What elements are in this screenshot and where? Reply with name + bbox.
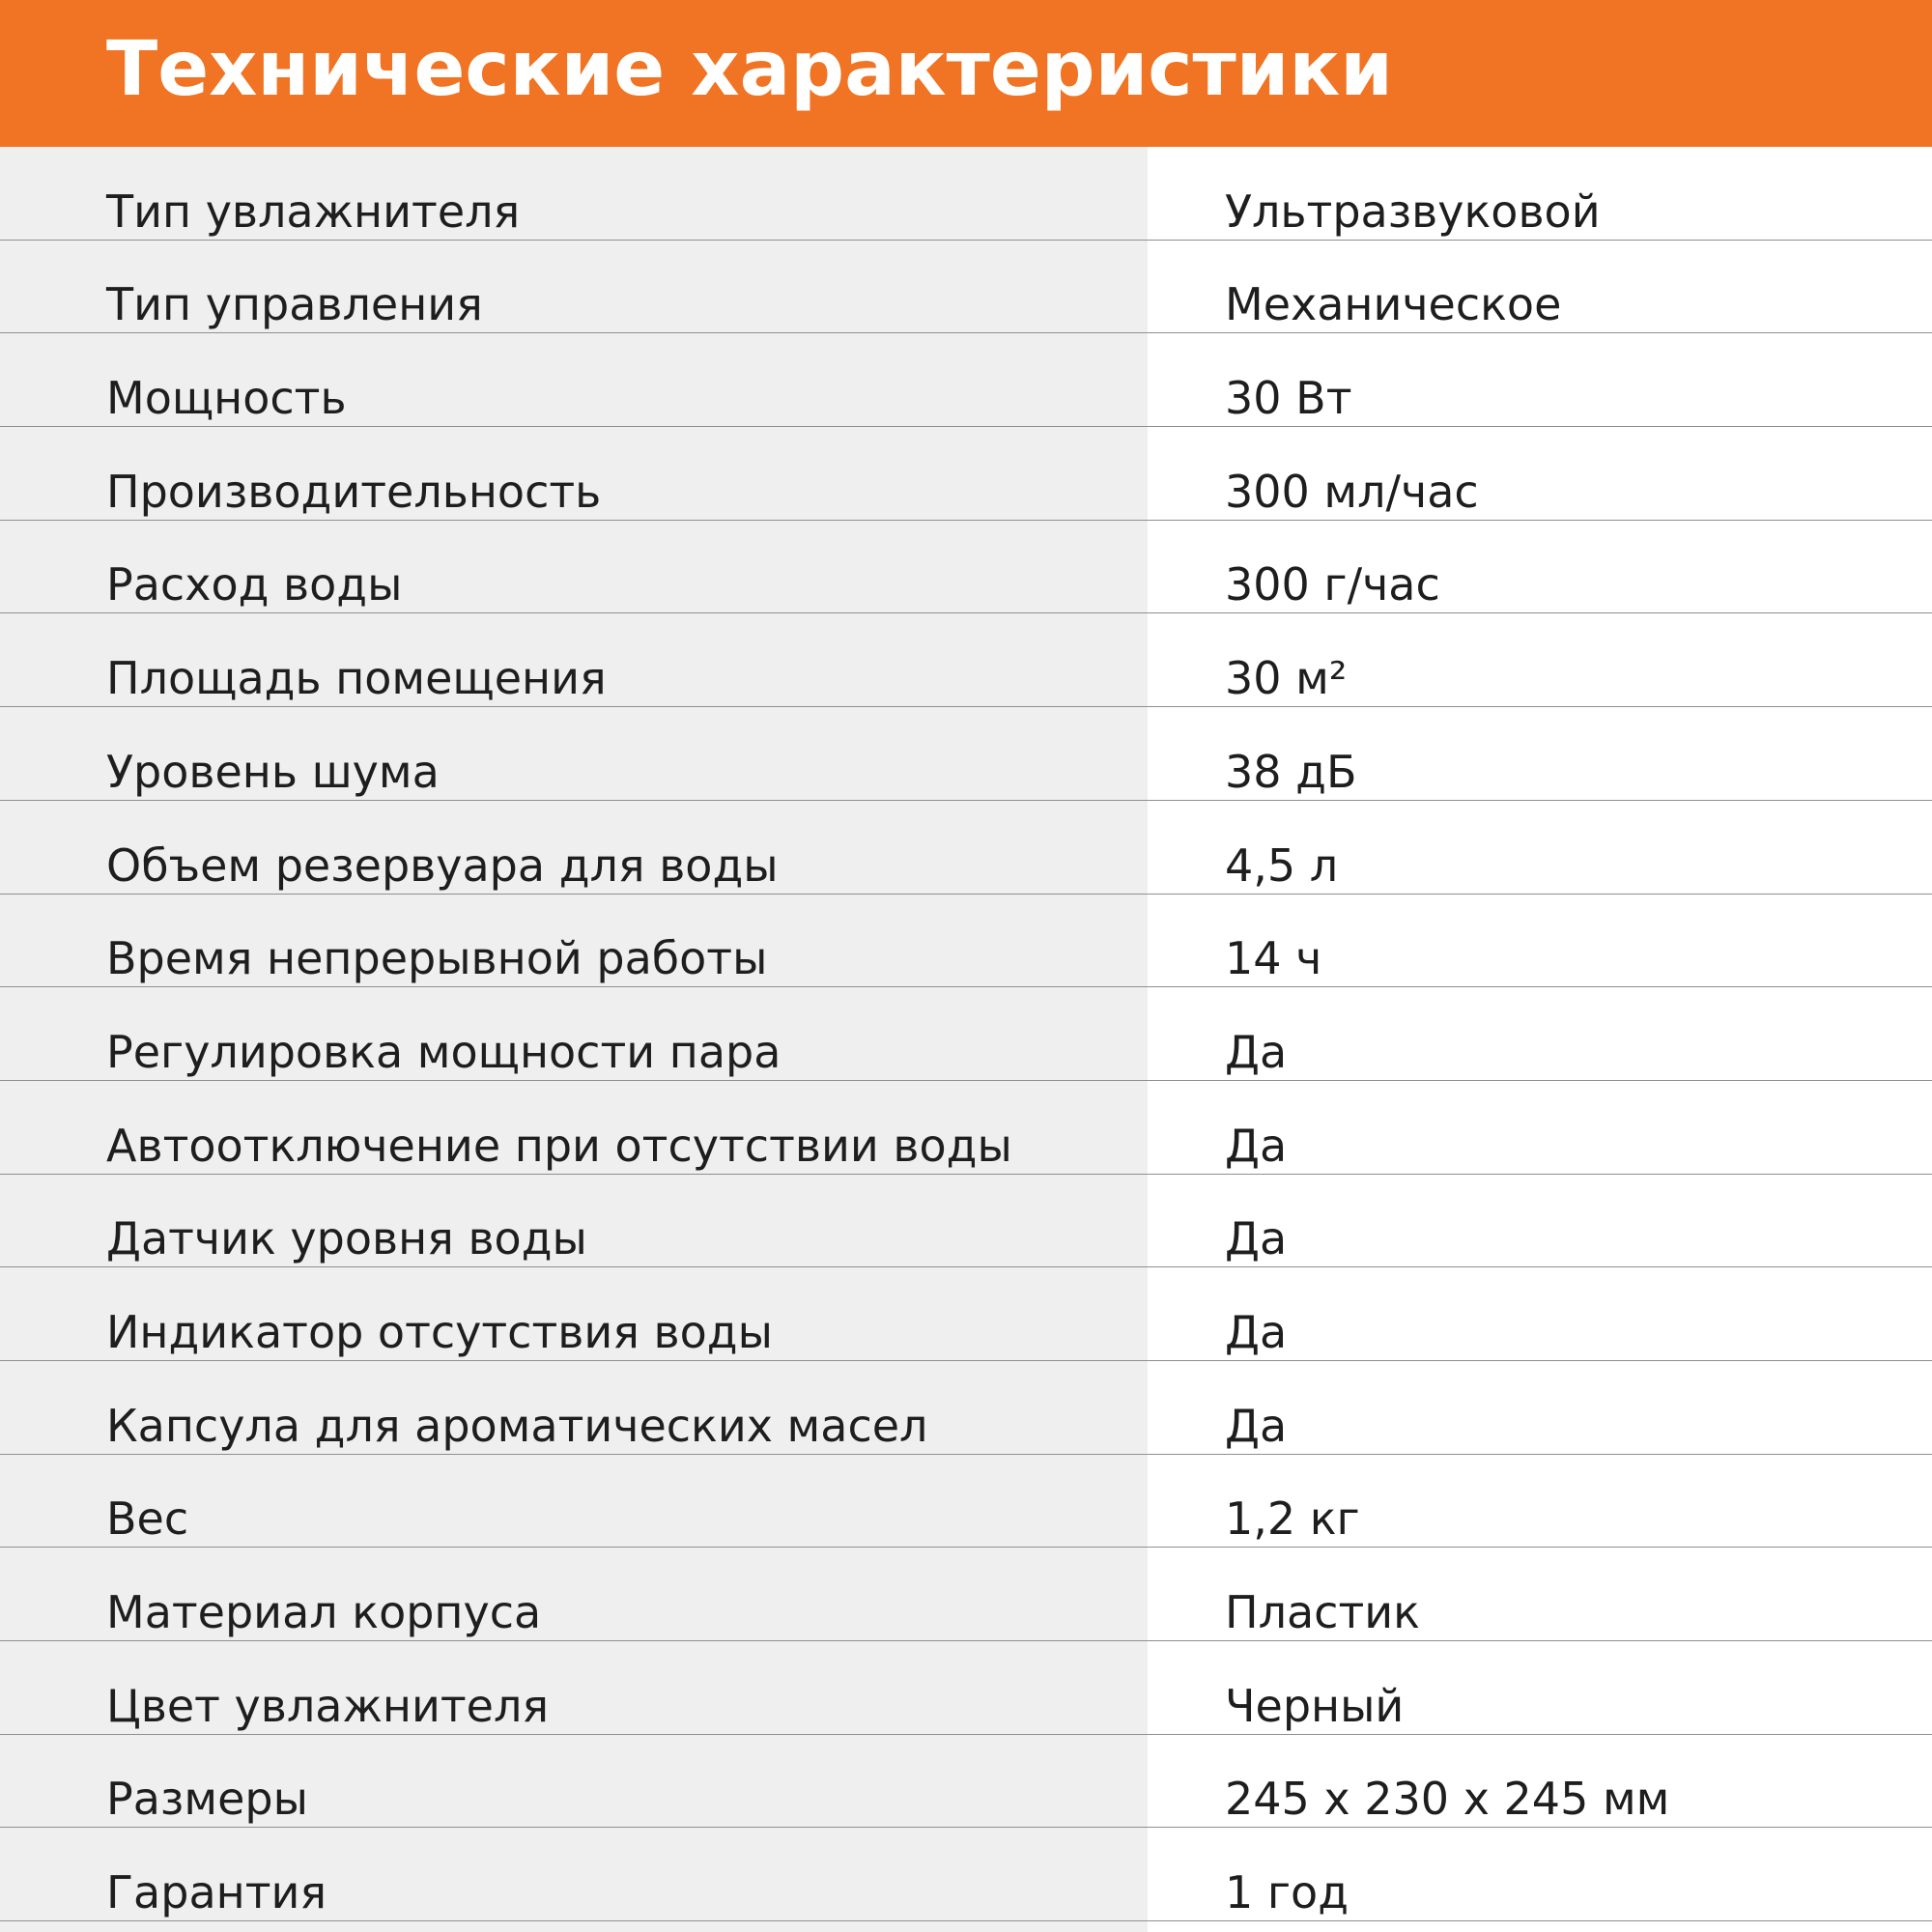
spec-row bbox=[0, 801, 1932, 895]
spec-value: Пластик bbox=[1225, 1586, 1420, 1638]
spec-row bbox=[0, 147, 1932, 241]
spec-label: Регулировка мощности пара bbox=[106, 1025, 781, 1078]
spec-value: 245 х 230 х 245 мм bbox=[1225, 1773, 1670, 1826]
spec-label: Расход воды bbox=[106, 558, 403, 611]
spec-row bbox=[0, 1361, 1932, 1455]
spec-row bbox=[0, 987, 1932, 1081]
header-bar bbox=[0, 0, 1932, 147]
spec-row bbox=[0, 1175, 1932, 1268]
spec-label: Гарантия bbox=[106, 1866, 327, 1919]
spec-row bbox=[0, 613, 1932, 707]
spec-row bbox=[0, 1641, 1932, 1735]
spec-value: Да bbox=[1225, 1119, 1288, 1172]
spec-label: Автоотключение при отсутствии воды bbox=[106, 1119, 1012, 1172]
spec-value: Да bbox=[1225, 1212, 1288, 1265]
spec-value: 38 дБ bbox=[1225, 745, 1357, 798]
spec-label: Датчик уровня воды bbox=[106, 1212, 587, 1265]
spec-value: Да bbox=[1225, 1399, 1288, 1452]
spec-label: Материал корпуса bbox=[106, 1586, 542, 1638]
spec-value: 4,5 л bbox=[1225, 838, 1339, 892]
spec-label: Индикатор отсутствия воды bbox=[106, 1305, 773, 1358]
spec-value: Да bbox=[1225, 1025, 1288, 1078]
spec-label: Вес bbox=[106, 1492, 189, 1546]
spec-value: 30 Вт bbox=[1225, 372, 1352, 425]
spec-label: Объем резервуара для воды bbox=[106, 838, 779, 892]
spec-value: 30 м² bbox=[1225, 652, 1348, 705]
spec-label: Размеры bbox=[106, 1773, 308, 1826]
spec-value: 300 мл/час bbox=[1225, 465, 1479, 518]
spec-row bbox=[0, 1828, 1932, 1921]
spec-row bbox=[0, 1548, 1932, 1641]
spec-value: 1,2 кг bbox=[1225, 1492, 1360, 1546]
spec-row bbox=[0, 333, 1932, 427]
spec-row bbox=[0, 707, 1932, 801]
spec-label: Мощность bbox=[106, 372, 347, 425]
spec-row bbox=[0, 427, 1932, 521]
spec-label: Тип увлажнителя bbox=[106, 185, 521, 238]
spec-row bbox=[0, 895, 1932, 988]
spec-label: Капсула для ароматических масел bbox=[106, 1399, 928, 1452]
spec-value: 1 год bbox=[1225, 1866, 1350, 1919]
spec-value: 14 ч bbox=[1225, 932, 1322, 985]
spec-label: Цвет увлажнителя bbox=[106, 1679, 550, 1732]
spec-label: Время непрерывной работы bbox=[106, 932, 768, 985]
spec-row bbox=[0, 1267, 1932, 1361]
spec-table bbox=[0, 147, 1932, 1921]
spec-row bbox=[0, 241, 1932, 334]
spec-value: 300 г/час bbox=[1225, 558, 1440, 611]
spec-value: Механическое bbox=[1225, 278, 1562, 331]
spec-value: Ультразвуковой bbox=[1225, 185, 1601, 238]
spec-label: Площадь помещения bbox=[106, 652, 607, 705]
spec-row bbox=[0, 1081, 1932, 1175]
spec-row bbox=[0, 1455, 1932, 1548]
spec-label: Уровень шума bbox=[106, 745, 440, 798]
spec-label: Производительность bbox=[106, 465, 602, 518]
spec-value: Да bbox=[1225, 1305, 1288, 1358]
spec-row bbox=[0, 1735, 1932, 1829]
spec-value: Черный bbox=[1225, 1679, 1405, 1732]
spec-label: Тип управления bbox=[106, 278, 483, 331]
spec-row bbox=[0, 521, 1932, 614]
page-title: Технические характеристики bbox=[106, 26, 1393, 113]
